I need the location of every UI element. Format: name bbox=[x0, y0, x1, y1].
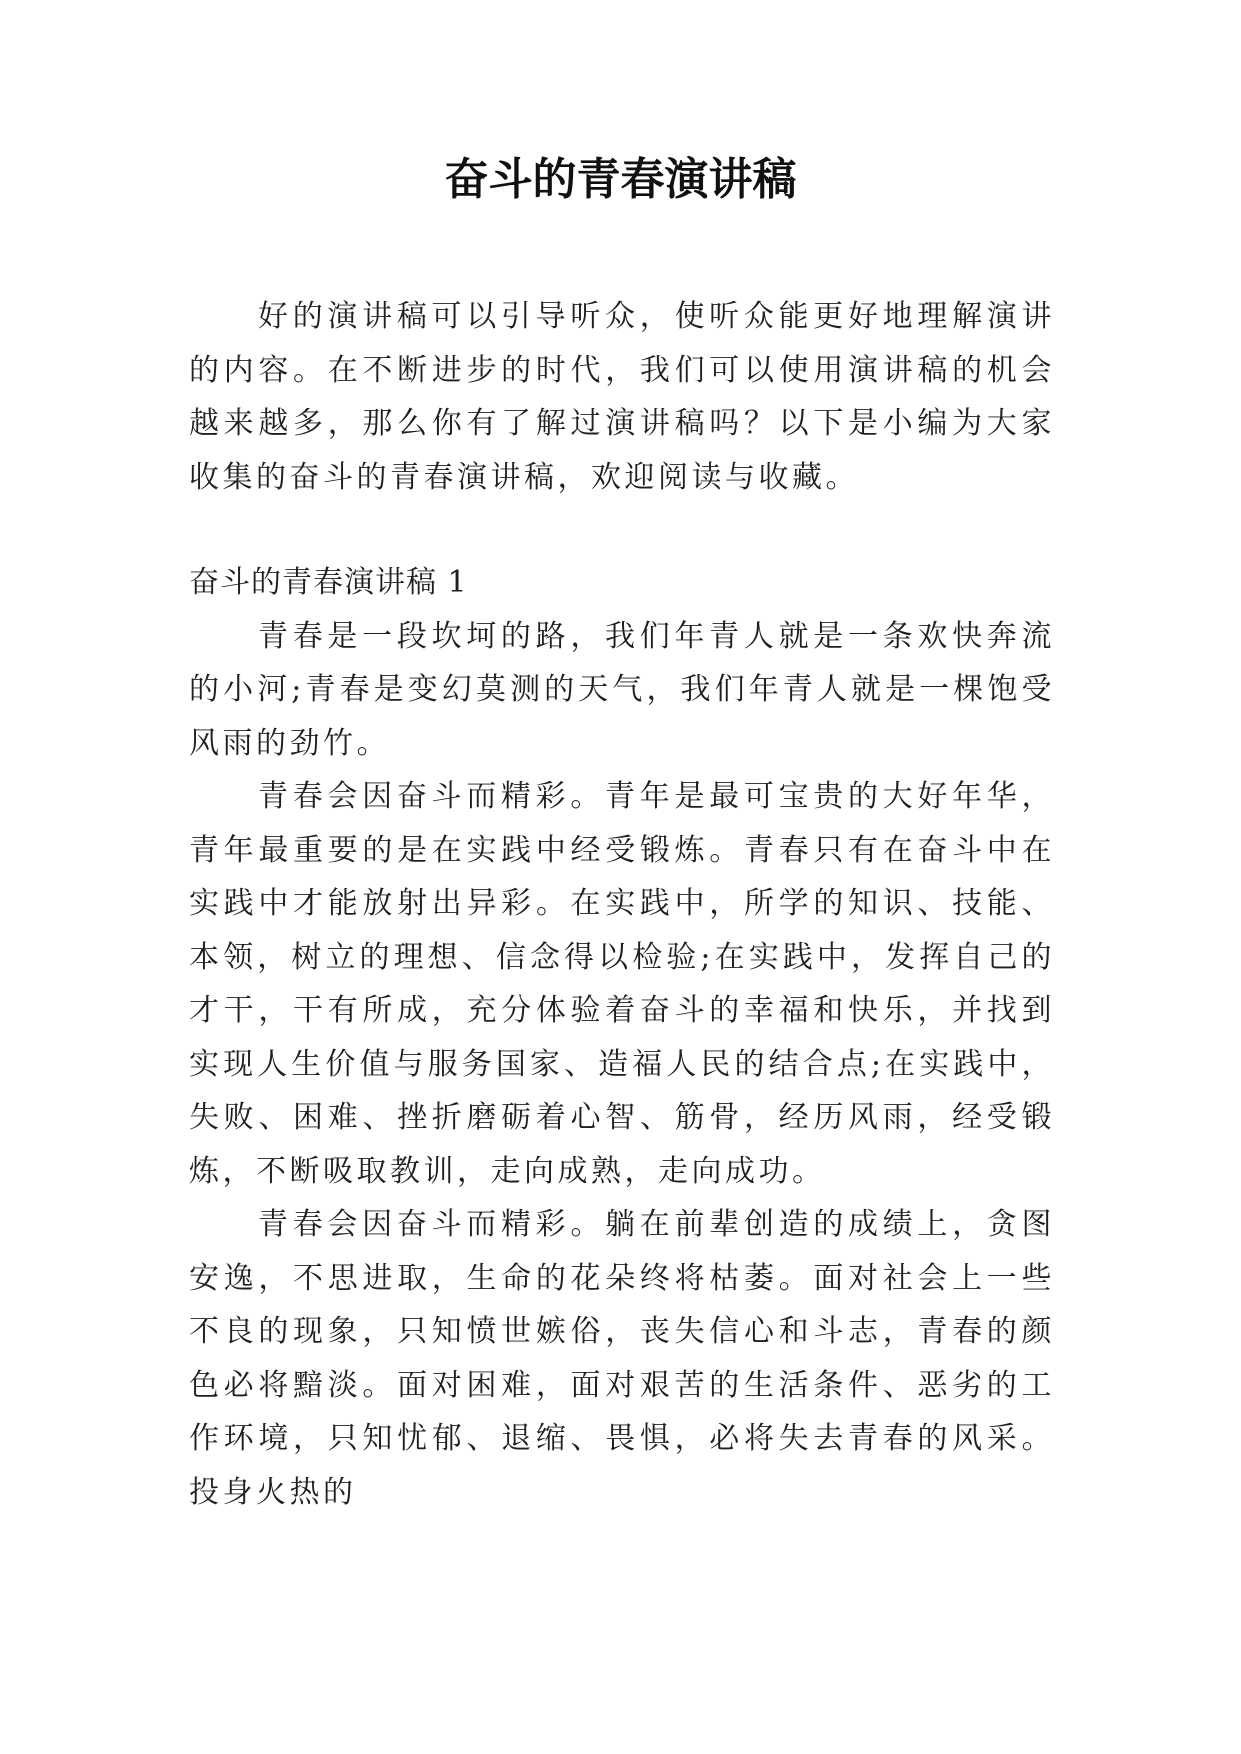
section-heading: 奋斗的青春演讲稿 1 bbox=[189, 565, 468, 600]
body-paragraph-3: 青春会因奋斗而精彩。躺在前辈创造的成绩上，贪图安逸，不思进取，生命的花朵终将枯萎。面对社会上一些不良的现象，只知愤世嫉俗，丧失信心和斗志，青春的颜色必将黯淡。面对困难，面对艰苦的生活条件、恶劣的工作环境，只知忧郁、退缩、畏惧，必将失去青春的风采。投身火热的 bbox=[189, 1207, 1055, 1510]
intro-paragraph: 好的演讲稿可以引导听众，使听众能更好地理解演讲的内容。在不断进步的时代，我们可以使用演讲稿的机会越来越多，那么你有了解过演讲稿吗？以下是小编为大家收集的奋斗的青春演讲稿，欢迎阅读与收藏。 bbox=[189, 299, 1055, 495]
document-title: 奋斗的青春演讲稿 bbox=[444, 154, 797, 205]
body-paragraph-2: 青春会因奋斗而精彩。青年是最可宝贵的大好年华，青年最重要的是在实践中经受锻炼。青春只有在奋斗中在实践中才能放射出异彩。在实践中，所学的知识、技能、本领，树立的理想、信念得以检验;在实践中，发挥自己的才干，干有所成，充分体验着奋斗的幸福和快乐，并找到实现人生价值与服务国家、造福人民的结合点;在实践中，失败、困难、挫折磨砺着心智、筋骨，经历风雨，经受锻炼，不断吸取教训，走向成熟，走向成功。 bbox=[189, 779, 1055, 1189]
speech-section-1 bbox=[189, 556, 1055, 1519]
body-paragraph-1: 青春是一段坎坷的路，我们年青人就是一条欢快奔流的小河;青春是变幻莫测的天气，我们年青人就是一棵饱受风雨的劲竹。 bbox=[189, 618, 1055, 761]
document-body bbox=[189, 290, 1055, 1519]
